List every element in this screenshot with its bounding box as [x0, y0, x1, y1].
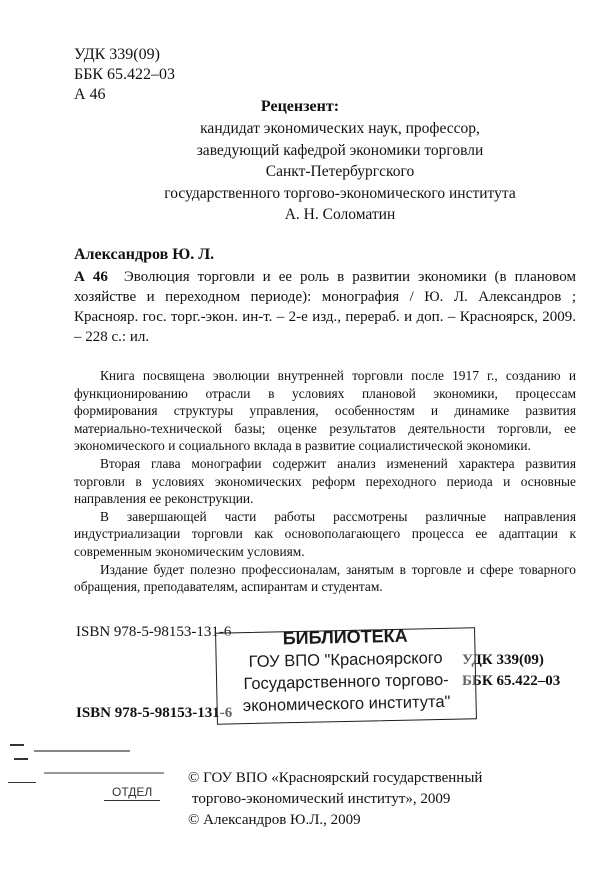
reviewer-name: А. Н. Соломатин [284, 206, 396, 223]
library-stamp [215, 627, 477, 724]
bibliographic-description [74, 267, 576, 347]
author-sign-code: А 46 [74, 86, 106, 103]
isbn-line-bold: ISBN 978-5-98153-131-6 [76, 705, 233, 721]
stamp-line-2: Государственного торгово- [243, 670, 449, 694]
stamp-title: БИБЛИОТЕКА [282, 625, 408, 649]
department-stamp-label: ОТДЕЛ [104, 785, 160, 801]
abstract-paragraph-4: Издание будет полезно профессионалам, занятым в торговле и сфере товарного обращения, преподавателям, аспирантам и студентам. [74, 561, 576, 595]
book-author: Александров Ю. Л. [74, 246, 215, 263]
reviewer-title: Рецензент: [260, 98, 340, 115]
book-code: А 46 [74, 269, 108, 285]
stamp-line-3: экономического института" [242, 692, 451, 716]
abstract-paragraph-2: Вторая глава монографии содержит анализ изменений характера развития торговли в условиях экономических реформ переходного периода и основные направления ее реконструкции. [74, 455, 576, 507]
reviewer-line-1: кандидат экономических наук, профессор, [200, 120, 480, 137]
reviewer-line-4: государственного торгово-экономического института [164, 185, 516, 202]
stamp-line-1: ГОУ ВПО "Красноярского [248, 648, 443, 672]
book-description: Эволюция торговли и ее роль в развитии экономики (в плановом хозяйстве и переходном периоде): монография / Ю. Л. Александров ; Краснояр. гос. торг.-экон. ин-т. – 2-е изд., перераб. и доп. – Красноярск, 2009. – 228 с.: ил. [74, 269, 576, 345]
copyright-line-1: © ГОУ ВПО «Красноярский государственный [188, 770, 483, 786]
udk-code-bottom: УДК 339(09) [462, 652, 544, 668]
bbk-code-bottom: ББК 65.422–03 [462, 673, 561, 689]
abstract-paragraph-3: В завершающей части работы рассмотрены различные направления индустриализации торговли как основополагающего процесса ее адаптации к современным экономическим условиям. [74, 508, 576, 559]
reviewer-line-2: заведующий кафедрой экономики торговли [196, 142, 484, 159]
copyright-line-2: торгово-экономический институт», 2009 [192, 791, 451, 807]
isbn-line: ISBN 978-5-98153-131-6 [76, 624, 232, 640]
abstract [74, 367, 576, 596]
copyright-line-3: © Александров Ю.Л., 2009 [188, 812, 361, 828]
bbk-code: ББК 65.422–03 [74, 66, 176, 83]
reviewer-line-3: Санкт-Петербургского [265, 163, 415, 180]
department-stamp [4, 742, 188, 808]
udk-code: УДК 339(09) [74, 46, 160, 63]
abstract-paragraph-1: Книга посвящена эволюции внутренней торговли после 1917 г., созданию и функционированию отрасли в условиях плановой экономики, процессам формирования структуры управления, особенностям и динамике развития материально-технической базы; оценке результатов деятельности торговли, ее экономического и социального вклада в развитие социалистической экономики. [74, 368, 576, 454]
